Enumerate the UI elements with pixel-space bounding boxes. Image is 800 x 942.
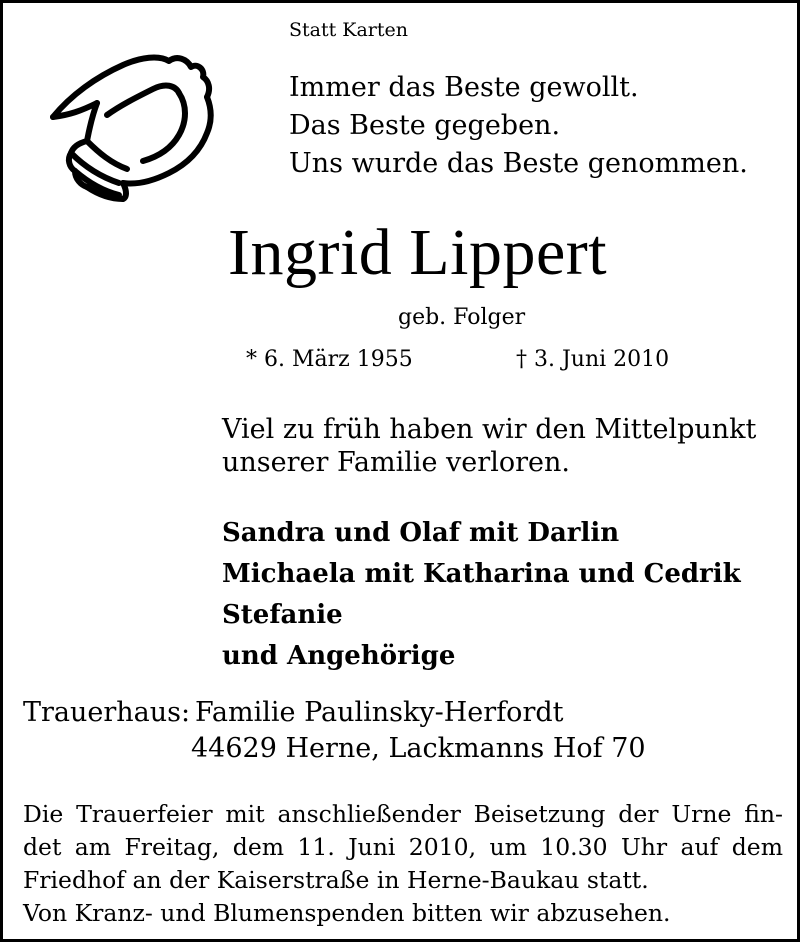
poem-line: Uns wurde das Beste genommen. (289, 148, 748, 179)
trauerhaus-label: Trauerhaus: (23, 697, 191, 728)
poem-line: Immer das Beste gewollt. (289, 72, 639, 103)
death-date: † 3. Juni 2010 (516, 347, 670, 372)
mourner-line: und Angehörige (222, 641, 456, 671)
notice-line: Von Kranz- und Blumenspenden bitten wir abzusehen. (23, 899, 671, 927)
notice-line: Friedhof an der Kaiserstraße in Herne-Baukau statt. (23, 866, 649, 894)
funeral-notice (23, 798, 783, 930)
mourners-list (222, 513, 741, 677)
trauerhaus-address: 44629 Herne, Lackmanns Hof 70 (191, 733, 646, 764)
notice-line: Die Trauerfeier mit anschließender Beisetzung der Urne fin- (23, 800, 783, 828)
sorrow-line: Viel zu früh haben wir den Mittelpunkt (222, 414, 757, 445)
poem-line: Das Beste gegeben. (289, 110, 561, 141)
dove-icon (41, 45, 221, 205)
mourner-line: Sandra und Olaf mit Darlin (222, 518, 620, 548)
mourner-line: Stefanie (222, 600, 343, 630)
trauerhaus-name: Familie Paulinsky-Herfordt (195, 697, 564, 728)
deceased-name: Ingrid Lippert (228, 216, 608, 289)
sorrow-line: unserer Familie verloren. (222, 447, 570, 478)
mourner-line: Michaela mit Katharina und Cedrik (222, 559, 741, 589)
sorrow-statement (222, 413, 756, 479)
notice-line: det am Freitag, dem 11. Juni 2010, um 10.30 Uhr auf dem (23, 833, 783, 861)
poem (289, 69, 748, 183)
maiden-name: geb. Folger (398, 305, 526, 330)
birth-date: * 6. März 1955 (246, 347, 413, 372)
statt-karten-heading: Statt Karten (289, 19, 409, 41)
